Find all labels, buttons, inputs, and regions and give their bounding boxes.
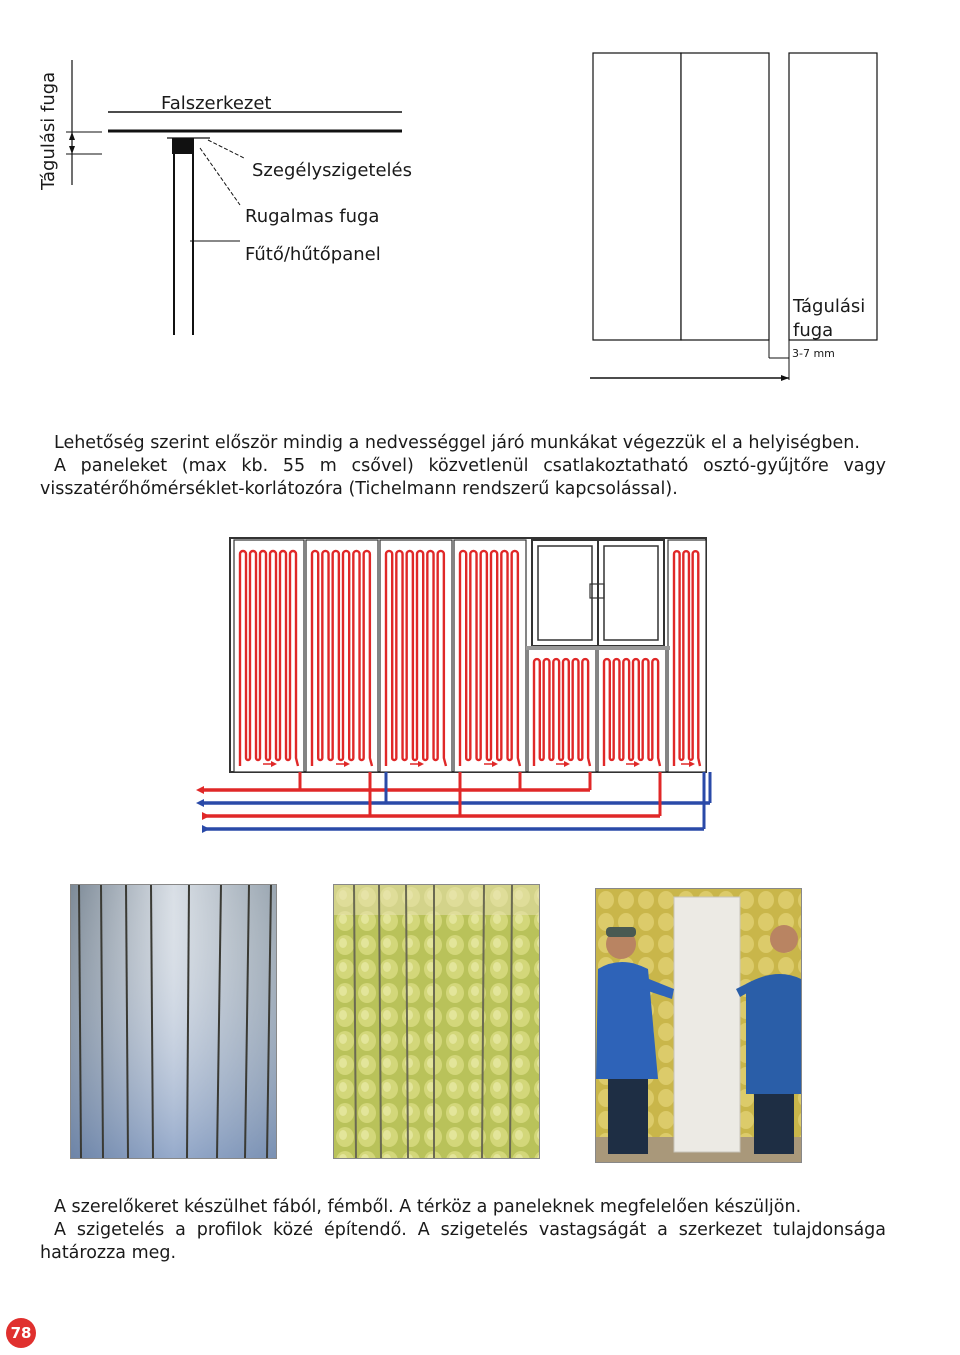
wall-structure-label: Falszerkezet	[161, 93, 272, 114]
window-sash-right	[604, 546, 658, 640]
intro-line-2: A paneleket (max kb. 55 m csővel) közvetlenül csatlakoztatható osztó-gyűjtőre vagy	[54, 456, 886, 476]
edge-insulation-label: Szegélyszigetelés	[252, 160, 413, 181]
piping-diagram	[180, 530, 730, 840]
intro-line-3: visszatérőhőmérséklet-korlátozóra (Tichelmann rendszerű kapcsolással).	[40, 479, 678, 499]
photo-insulation	[333, 884, 540, 1159]
flow-arrow-left	[196, 799, 204, 807]
expansion-joint-label-vertical: Tágulási fuga	[38, 71, 59, 190]
frame-line-3: határozza meg.	[40, 1243, 177, 1263]
photo-frame-studs	[70, 884, 277, 1159]
window-sill	[526, 646, 670, 650]
flow-arrow-right	[202, 825, 210, 833]
expansion-joint-label: Tágulási	[793, 296, 866, 317]
intro-paragraph	[40, 432, 886, 501]
flow-arrow-right	[202, 812, 210, 820]
frame-paragraph	[40, 1196, 886, 1265]
panel-layout-diagram	[580, 40, 890, 390]
panel-label: Fűtő/hűtőpanel	[245, 244, 381, 265]
frame-line-1: A szerelőkeret készülhet fából, fémből. A térköz a paneleknek megfelelően készüljön.	[54, 1197, 802, 1217]
flexible-joint-label: Rugalmas fuga	[245, 206, 380, 227]
page-number: 78	[6, 1318, 36, 1348]
frame-line-2: A szigetelés a profilok közé építendő. A szigetelés vastagságát a szerkezet tulajdonsága	[54, 1220, 886, 1240]
window-sash-left	[538, 546, 592, 640]
intro-line-1: Lehetőség szerint először mindig a nedvességgel járó munkákat végezzük el a helyiségben.	[54, 433, 860, 453]
photo-workers-mounting-panel	[595, 888, 802, 1163]
expansion-joint-label-2: fuga	[793, 320, 834, 341]
gap-dimension-label: 3-7 mm	[792, 347, 835, 360]
flow-arrow-left	[196, 786, 204, 794]
